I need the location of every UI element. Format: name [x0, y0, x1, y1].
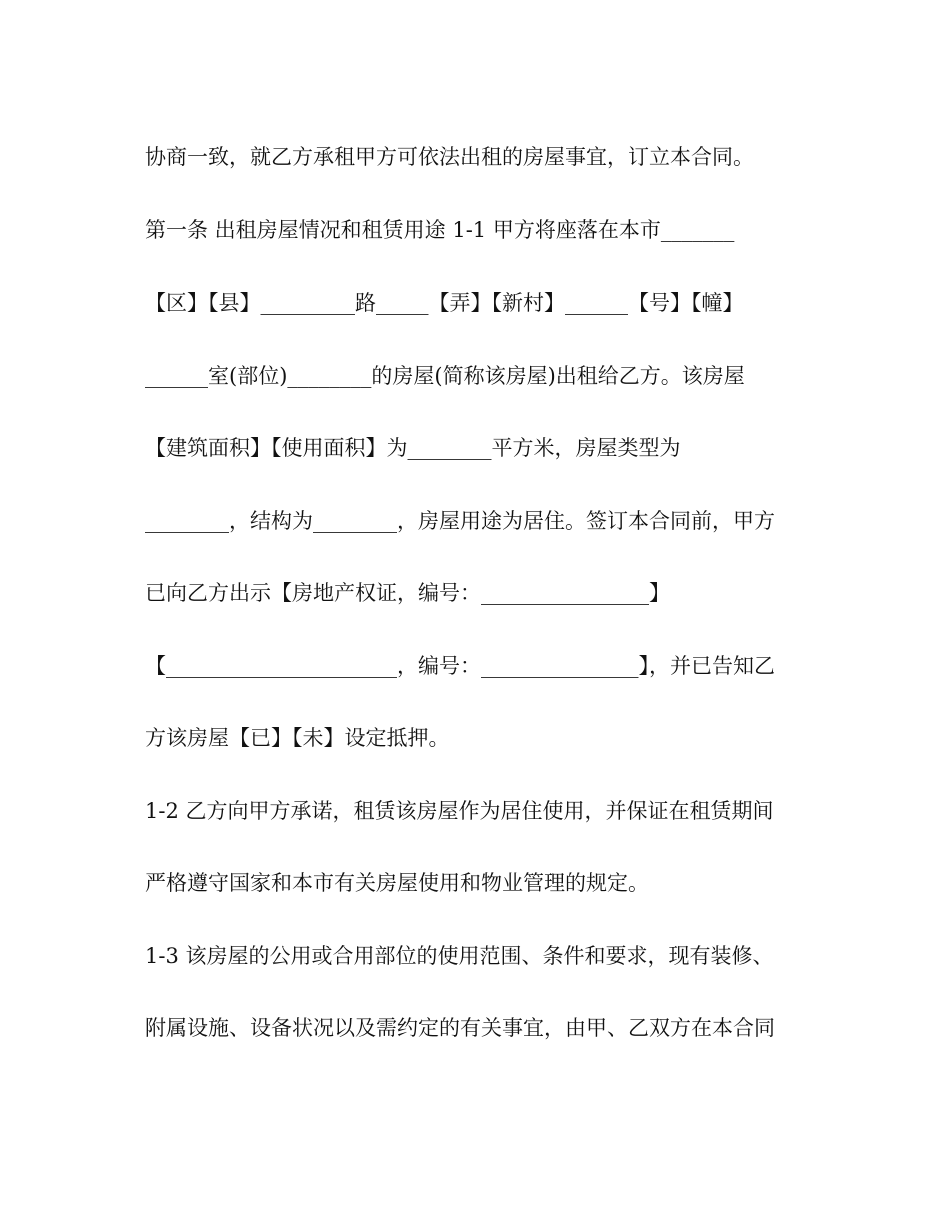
text-line: 第一条 出租房屋情况和租赁用途 1-1 甲方将座落在本市_______	[145, 218, 735, 242]
text-line: 已向乙方出示【房地产权证，编号：________________】	[145, 581, 670, 605]
text-line: 【建筑面积】【使用面积】为________平方米，房屋类型为	[145, 436, 681, 460]
text-line: 严格遵守国家和本市有关房屋使用和物业管理的规定。	[145, 871, 649, 895]
text-line: 附属设施、设备状况以及需约定的有关事宜，由甲、乙双方在本合同	[145, 1016, 775, 1040]
text-line: ________，结构为________，房屋用途为居住。签订本合同前，甲方	[145, 509, 775, 533]
text-line: 方该房屋【已】【未】设定抵押。	[145, 726, 450, 750]
text-line: 【区】【县】_________路_____【弄】【新村】______【号】【幢】	[145, 291, 744, 315]
text-line: ______室(部位)________的房屋(简称该房屋)出租给乙方。该房屋	[145, 364, 745, 388]
text-line: 协商一致，就乙方承租甲方可依法出租的房屋事宜，订立本合同。	[145, 145, 754, 169]
text-line: 【______________________，编号：_______________】，并已告知乙	[145, 654, 775, 678]
text-line: 1-2 乙方向甲方承诺，租赁该房屋作为居住使用，并保证在租赁期间	[145, 799, 774, 823]
text-line: 1-3 该房屋的公用或合用部位的使用范围、条件和要求，现有装修、	[145, 944, 774, 968]
